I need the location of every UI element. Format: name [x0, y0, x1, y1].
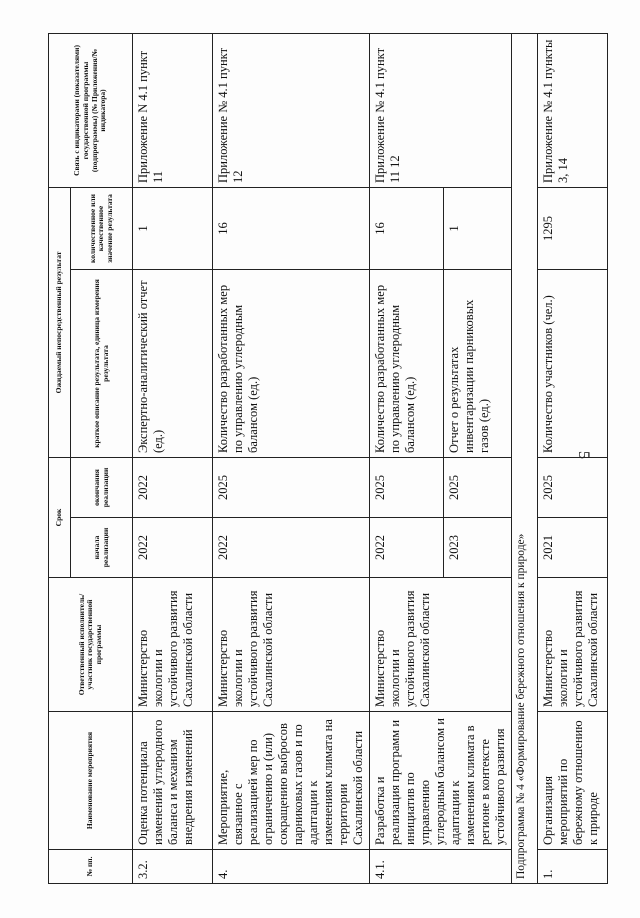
cell-name: Разработка и реализация программ и инициатив по управлению углеродным балансом и адаптации к изменениям климата в регионе в контексте устойчивого развития: [370, 712, 512, 850]
header-term-start: начала реализации: [71, 518, 133, 578]
cell-link: Приложение N 4.1 пункт 11: [133, 33, 213, 187]
cell-name: Организация мероприятий по бережному отношению к природе: [538, 712, 608, 850]
cell-num: 4.1.: [370, 850, 512, 884]
table-row: [213, 33, 370, 883]
table-row: [538, 33, 608, 883]
measures-table: [48, 33, 608, 884]
cell-desc: Количество разработанных мер по управлению углеродным балансом (ед.): [370, 269, 444, 457]
cell-desc: Отчет о результатах инвентаризации парниковых газов (ед.): [444, 269, 512, 457]
subprogram-title: Подпрограмма № 4 «Формирование бережного отношения к природе»: [512, 33, 538, 883]
header-result-value: количественное или качественное значение результата: [71, 187, 133, 269]
rotated-table-area: [48, 34, 608, 884]
cell-start: 2022: [213, 518, 370, 578]
cell-start: 2022: [133, 518, 213, 578]
cell-value: 16: [370, 187, 444, 269]
cell-link: Приложение № 4.1 пункт 12: [213, 33, 370, 187]
header-result: Ожидаемый непосредственный результат: [49, 187, 71, 457]
cell-responsible: Министерство экологии и устойчивого развития Сахалинской области: [133, 578, 213, 712]
cell-desc: Количество участников (чел.): [538, 269, 608, 457]
header-name: Наименование мероприятия: [49, 712, 133, 850]
cell-desc: Экспертно-аналитический отчет (ед.): [133, 269, 213, 457]
cell-num: 4.: [213, 850, 370, 884]
cell-value: 1: [133, 187, 213, 269]
table-row: [133, 33, 213, 883]
table-wrapper: [48, 34, 608, 884]
cell-num: 3.2.: [133, 850, 213, 884]
cell-end: 2025: [213, 457, 370, 517]
cell-end: 2022: [133, 457, 213, 517]
cell-name: Мероприятие, связанное с реализацией мер по ограничению и (или) сокращению выбросов парниковых газов и по адаптации к изменениям климата на территории Сахалинской области: [213, 712, 370, 850]
cell-responsible: Министерство экологии и устойчивого развития Сахалинской области: [370, 578, 512, 712]
cell-end: 2025: [444, 457, 512, 517]
cell-responsible: Министерство экологии и устойчивого развития Сахалинской области: [538, 578, 608, 712]
cell-end: 2025: [370, 457, 444, 517]
cell-link: Приложение № 4.1 пункт 11 12: [370, 33, 512, 187]
header-result-desc: краткое описание результата, единица измерения результата: [71, 269, 133, 457]
header-num: № пп.: [49, 850, 133, 884]
cell-start: 2021: [538, 518, 608, 578]
cell-link: Приложение № 4.1 пункты 3, 14: [538, 33, 608, 187]
cell-name: Оценка потенциала изменений углеродного баланса и механизм внедрения изменений: [133, 712, 213, 850]
table-row: [370, 33, 444, 883]
cell-start: 2022: [370, 518, 444, 578]
cell-value: 1295: [538, 187, 608, 269]
page-number: 5: [575, 451, 592, 459]
cell-desc: Количество разработанных мер по управлению углеродным балансом (ед.): [213, 269, 370, 457]
cell-responsible: Министерство экологии и устойчивого развития Сахалинской области: [213, 578, 370, 712]
subprogram-row: [512, 33, 538, 883]
cell-end: 2025: [538, 457, 608, 517]
cell-value: 1: [444, 187, 512, 269]
cell-num: 1.: [538, 850, 608, 884]
header-responsible: Ответственный исполнитель/участник государственной программы: [49, 578, 133, 712]
cell-start: 2023: [444, 518, 512, 578]
header-term: Срок: [49, 457, 71, 577]
header-link: Связь с индикаторами (показателями) государственной программы (подпрограммы) (№ Приложения/№ индикатора): [49, 33, 133, 187]
cell-value: 16: [213, 187, 370, 269]
header-term-end: окончания реализации: [71, 457, 133, 517]
